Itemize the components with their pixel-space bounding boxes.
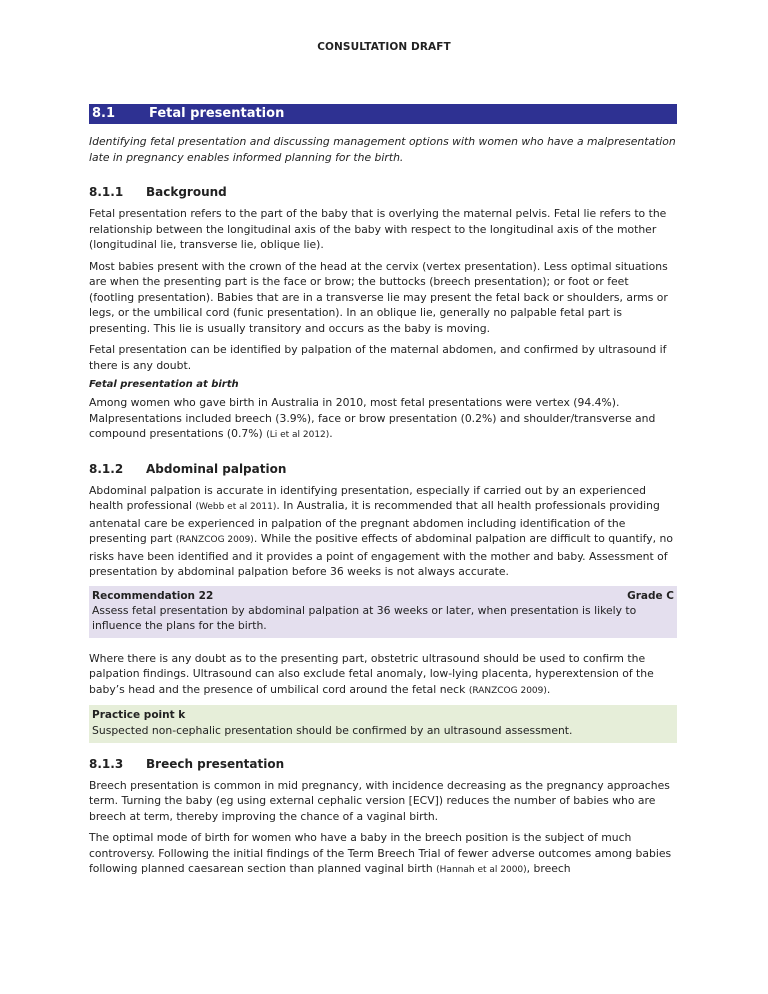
paragraph: Where there is any doubt as to the presenting part, obstetric ultrasound should be used to confirm the palpation findings. Ultrasound can also exclude fetal anomaly, low-lying placenta, hyperextension of the baby’s head and the presence of umbilical cord around the fetal neck (RANZCOG 2009). bbox=[89, 651, 654, 696]
paragraph: Most babies present with the crown of the head at the cervix (vertex presentation). Less optimal situations are when the presenting part is the face or brow; the buttocks (breech presentation); or foot or feet (footling presentation). Babies that are in a transverse lie may present the fetal back or shoulders, arms or legs, or the umbilical cord (funic presentation). In an oblique lie, generally no palpable fetal part is presenting. This lie is usually transitory and occurs as the baby is moving. bbox=[89, 259, 668, 335]
citation: (RANZCOG 2009) bbox=[468, 685, 547, 696]
subheading-presentation-at-birth: Fetal presentation at birth bbox=[89, 379, 239, 390]
citation: (RANZCOG 2009) bbox=[175, 535, 254, 545]
heading-number: 8.1.1 bbox=[89, 185, 124, 199]
section-heading-bar bbox=[89, 104, 677, 124]
heading-background bbox=[89, 185, 677, 199]
paragraph: The optimal mode of birth for women who have a baby in the breech position is the subject of much controversy. Following the initial findings of the Term Breech Trial of fewer adverse outcomes among babies following planned caesarean section than planned vaginal birth (Hannah et al 2000), breech bbox=[89, 831, 672, 875]
paragraph: Fetal presentation refers to the part of the baby that is overlying the maternal pelvis. Fetal lie refers to the relationship between the longitudinal axis of the baby with respect to the longitudinal axis of the mother (longitudinal lie, transverse lie, oblique lie). bbox=[89, 207, 667, 251]
practice-point-label: Practice point k bbox=[92, 709, 186, 721]
paragraph: Abdominal palpation is accurate in identifying presentation, especially if carried out by an experienced health professional (Webb et al 2011). In Australia, it is recommended that all health professionals providing antenatal care be experienced in palpation of the pregnant abdomen including identification of the presenting part (RANZCOG 2009). While the positive effects of abdominal palpation are difficult to quantify, no risks have been identified and it provides a point of engagement with the mother and baby. Assessment of presentation by abdominal palpation before 36 weeks is not always accurate. bbox=[89, 483, 673, 578]
recommendation-label: Recommendation 22 bbox=[92, 589, 214, 602]
page-content bbox=[89, 104, 677, 885]
section-title: Fetal presentation bbox=[149, 106, 285, 121]
paragraph: Fetal presentation can be identified by palpation of the maternal abdomen, and confirmed by ultrasound if there is any doubt. bbox=[89, 343, 667, 372]
recommendation-box bbox=[89, 586, 677, 638]
section-intro: Identifying fetal presentation and discussing management options with women who have a malpresentation late in pregnancy enables informed planning for the birth. bbox=[89, 135, 676, 164]
heading-breech-presentation bbox=[89, 757, 677, 771]
heading-abdominal-palpation bbox=[89, 462, 677, 476]
citation: (Li et al 2012) bbox=[266, 430, 330, 440]
citation: (Hannah et al 2000) bbox=[436, 865, 527, 875]
section-number: 8.1 bbox=[92, 106, 116, 121]
page-header: CONSULTATION DRAFT bbox=[317, 41, 451, 53]
practice-point-text: Suspected non-cephalic presentation should be confirmed by an ultrasound assessment. bbox=[92, 724, 573, 737]
heading-number: 8.1.2 bbox=[89, 461, 124, 476]
heading-number: 8.1.3 bbox=[89, 756, 124, 771]
heading-title: Abdominal palpation bbox=[146, 461, 287, 476]
heading-title: Breech presentation bbox=[146, 756, 285, 771]
citation: (Webb et al 2011) bbox=[195, 502, 277, 512]
recommendation-grade: Grade C bbox=[627, 589, 674, 602]
paragraph: Among women who gave birth in Australia in 2010, most fetal presentations were vertex (94.4%). Malpresentations included breech (3.9%), face or brow presentation (0.2%) and shoulder/transverse and compound presentations (0.7%) (Li et al 2012). bbox=[89, 396, 656, 440]
heading-title: Background bbox=[146, 185, 227, 199]
recommendation-header bbox=[92, 589, 674, 603]
practice-point-box bbox=[89, 705, 677, 743]
recommendation-text: Assess fetal presentation by abdominal palpation at 36 weeks or later, when presentation is likely to influence the plans for the birth. bbox=[92, 603, 637, 632]
paragraph: Breech presentation is common in mid pregnancy, with incidence decreasing as the pregnancy approaches term. Turning the baby (eg using external cephalic version [ECV]) reduces the number of babies who are breech at term, thereby improving the chance of a vaginal birth. bbox=[89, 778, 670, 823]
